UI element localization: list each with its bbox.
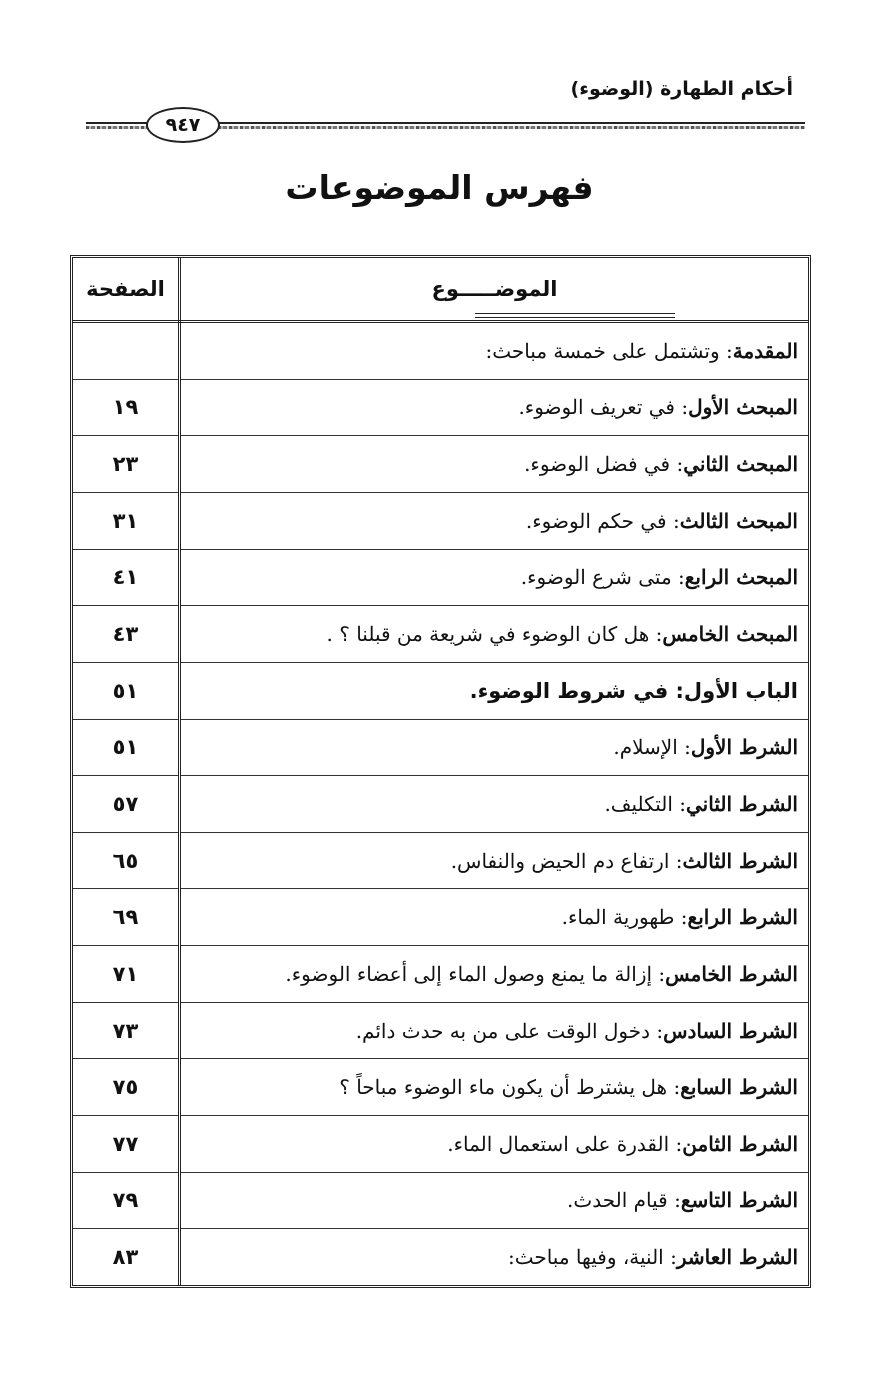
toc-page-cell: ٤٣ — [73, 606, 180, 663]
toc-entry-label: الشرط السابع — [680, 1075, 798, 1100]
toc-page-cell: ٦٩ — [73, 889, 180, 946]
toc-entry-label: المبحث الأول — [688, 395, 798, 420]
toc-page-cell: ٧٧ — [73, 1115, 180, 1172]
toc-header-row — [73, 258, 808, 322]
toc-table-frame — [70, 255, 811, 1288]
toc-entry-text: : إزالة ما يمنع وصول الماء إلى أعضاء الوضوء. — [285, 961, 666, 986]
toc-page-cell: ٨٣ — [112, 1245, 139, 1270]
toc-entry-text: : القدرة على استعمال الماء. — [447, 1131, 683, 1156]
toc-entry-label: المبحث الرابع — [684, 565, 798, 590]
toc-entry-label: المبحث الثاني — [683, 452, 798, 477]
toc-entry-text: : هل كان الوضوء في شريعة من قبلنا ؟ . — [326, 622, 663, 647]
toc-topic-cell — [180, 549, 809, 606]
topic-column-header-label: الموضـــــوع — [431, 277, 558, 301]
toc-row — [73, 1229, 808, 1285]
toc-entry-label: الشرط العاشر — [676, 1245, 798, 1270]
toc-topic-cell — [180, 1172, 809, 1229]
toc-topic-cell — [180, 1115, 809, 1172]
page-number: ٩٤٧ — [146, 107, 220, 143]
toc-entry-label: المبحث الثالث — [679, 508, 798, 533]
toc-topic-cell — [180, 889, 809, 946]
toc-entry-label: الشرط الرابع — [687, 905, 798, 930]
toc-row — [73, 1115, 808, 1172]
toc-row — [73, 492, 808, 549]
toc-topic-cell — [180, 379, 809, 436]
toc-page-cell: ٧٣ — [73, 1002, 180, 1059]
toc-page-cell: ٦٥ — [73, 832, 180, 889]
toc-entry-label: الشرط الثالث — [682, 848, 798, 873]
toc-page-cell: ٤١ — [73, 549, 180, 606]
toc-page-cell: ٥٧ — [73, 776, 180, 833]
toc-row — [73, 776, 808, 833]
toc-entry-text: : ارتفاع دم الحيض والنفاس. — [450, 848, 683, 873]
toc-entry-label: المبحث الخامس — [662, 622, 798, 647]
topic-column-header — [180, 258, 809, 322]
toc-row — [73, 719, 808, 776]
toc-entry-label: الشرط الخامس — [665, 961, 798, 986]
toc-entry-text: : في حكم الوضوء. — [525, 508, 680, 533]
toc-topic-cell — [180, 606, 809, 663]
toc-topic-cell — [180, 832, 809, 889]
toc-page-cell — [73, 322, 180, 380]
toc-entry-text: : هل يشترط أن يكون ماء الوضوء مباحاً ؟ — [339, 1075, 681, 1100]
toc-row — [73, 832, 808, 889]
page-title: فهرس الموضوعات — [285, 168, 594, 207]
toc-entry-label: الشرط الثاني — [685, 791, 798, 816]
toc-entry-text: : طهورية الماء. — [561, 905, 688, 930]
toc-page-cell: ٥١ — [73, 662, 180, 719]
toc-topic-cell — [180, 322, 809, 380]
toc-entry-label: الشرط الثامن — [682, 1131, 798, 1156]
toc-entry-text: : في شروط الوضوء. — [469, 678, 684, 703]
toc-topic-cell — [180, 1059, 809, 1116]
toc-chapter-row — [73, 662, 808, 719]
toc-entry-text: : النية، وفيها مباحث: — [507, 1245, 677, 1270]
toc-page-cell: ٧٩ — [73, 1172, 180, 1229]
toc-page-cell: ٧٥ — [73, 1059, 180, 1116]
toc-page-cell: ٢٣ — [73, 436, 180, 493]
topic-header-underline — [475, 313, 675, 318]
toc-topic-cell — [180, 776, 809, 833]
toc-topic-cell — [180, 946, 809, 1003]
toc-entry-label: الباب الأول — [683, 678, 798, 703]
toc-topic-cell — [180, 1002, 809, 1059]
toc-row — [73, 1172, 808, 1229]
toc-topic-cell — [180, 662, 809, 719]
toc-entry-text: : التكليف. — [604, 791, 686, 816]
toc-row — [73, 1002, 808, 1059]
toc-row — [73, 436, 808, 493]
toc-entry-text: : في فضل الوضوء. — [524, 452, 684, 477]
toc-page-cell: ٧١ — [73, 946, 180, 1003]
toc-page-cell: ١٩ — [73, 379, 180, 436]
page-column-header: الصفحة — [73, 258, 180, 322]
toc-topic-cell — [180, 719, 809, 776]
toc-entry-text: : وتشتمل على خمسة مباحث: — [485, 338, 733, 363]
toc-entry-text: : قيام الحدث. — [567, 1188, 681, 1213]
toc-row — [73, 1059, 808, 1116]
toc-row — [73, 606, 808, 663]
toc-entry-text: : دخول الوقت على من به حدث دائم. — [355, 1018, 664, 1043]
toc-entry-label: الشرط الأول — [690, 735, 798, 760]
toc-row — [73, 889, 808, 946]
toc-entry-label: المقدمة — [732, 338, 798, 363]
toc-entry-label: الشرط السادس — [663, 1018, 798, 1043]
running-title: أحكام الطهارة (الوضوء) — [570, 78, 793, 100]
toc-page-cell: ٥١ — [73, 719, 180, 776]
toc-page-cell: ٣١ — [73, 492, 180, 549]
toc-entry-text: : متى شرع الوضوء. — [520, 565, 685, 590]
toc-topic-cell — [180, 492, 809, 549]
toc-entry-text: : في تعريف الوضوء. — [518, 395, 689, 420]
toc-topic-cell — [180, 1229, 809, 1285]
toc-row — [73, 322, 808, 380]
toc-row — [73, 549, 808, 606]
toc-table — [73, 258, 808, 1285]
toc-row — [73, 946, 808, 1003]
toc-entry-text: : الإسلام. — [613, 735, 691, 760]
toc-topic-cell — [180, 436, 809, 493]
toc-entry-label: الشرط التاسع — [680, 1188, 798, 1213]
toc-row — [73, 379, 808, 436]
